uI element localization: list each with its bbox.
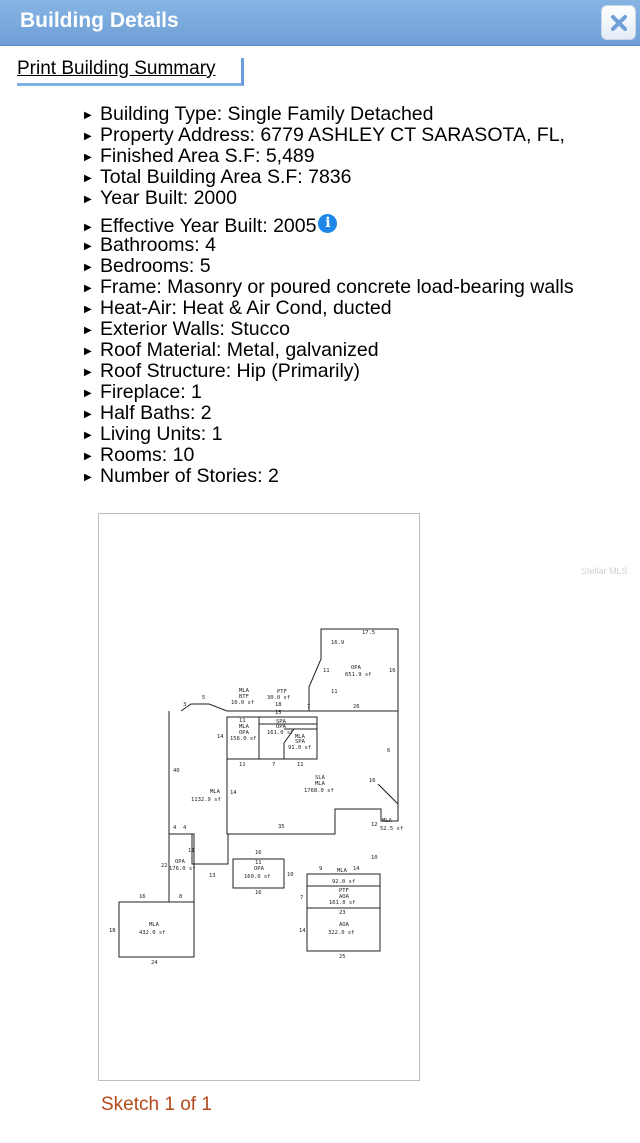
sketch-label: 52.5 sf	[380, 826, 404, 832]
building-sketch[interactable]	[98, 513, 420, 1081]
sketch-label: 14	[217, 734, 224, 740]
sketch-label: AOA	[339, 922, 349, 928]
sketch-label: OPA	[175, 859, 185, 865]
sketch-label: 24	[151, 960, 158, 966]
sketch-label: MLA	[239, 688, 249, 694]
watermark: Stellar MLS	[581, 566, 628, 576]
sketch-label: 7	[300, 895, 304, 901]
list-item: ▶ Building Type: Single Family Detached	[84, 104, 434, 125]
sketch-label: BTF	[239, 694, 249, 700]
sketch-label: 26	[353, 704, 360, 710]
title-bar	[0, 0, 640, 46]
bullet-icon: ▶	[84, 451, 92, 462]
sketch-label: MLA	[210, 789, 220, 795]
list-item: ▶ Fireplace: 1	[84, 382, 202, 403]
sketch-label: 176.0 sf	[169, 866, 196, 872]
bullet-icon: ▶	[84, 430, 92, 441]
sketch-label: 30.0 sf	[267, 695, 291, 701]
bullet-icon: ▶	[84, 283, 92, 294]
sketch-label: PTF	[339, 888, 349, 894]
list-item: ▶ Year Built: 2000	[84, 188, 237, 209]
sketch-label: 161.0 sf	[329, 900, 356, 906]
sketch-label: 12	[371, 822, 378, 828]
sketch-label: 11	[239, 762, 246, 768]
bullet-icon: ▶	[84, 241, 92, 252]
sketch-label: MLA	[315, 781, 325, 787]
sketch-label: 11	[331, 689, 338, 695]
sketch-label: 10	[371, 855, 378, 861]
sketch-label: 18	[275, 702, 282, 708]
sketch-label: 11	[297, 762, 304, 768]
sketch-label: 16	[389, 668, 396, 674]
sketch-caption: Sketch 1 of 1	[101, 1094, 212, 1115]
bullet-icon: ▶	[84, 325, 92, 336]
sketch-label: 10.0 sf	[231, 700, 255, 706]
sketch-label: 322.0 sf	[328, 930, 355, 936]
sketch-label: 7	[272, 762, 276, 768]
list-item: ▶ Total Building Area S.F: 7836	[84, 167, 352, 188]
sketch-label: 8	[179, 894, 183, 900]
sketch-label: 14	[299, 928, 306, 934]
sketch-label: PTF	[277, 689, 287, 695]
bullet-icon: ▶	[84, 409, 92, 420]
sketch-label: 91.0 sf	[288, 745, 312, 751]
sketch-label: 10	[287, 872, 294, 878]
bullet-icon: ▶	[84, 388, 92, 399]
sketch-label: 9	[319, 866, 323, 872]
sketch-label: 40	[173, 768, 180, 774]
sketch-label: 5	[202, 695, 206, 701]
sketch-label: 14	[230, 790, 237, 796]
sketch-label: 156.0 sf	[230, 736, 257, 742]
sketch-label: 22	[161, 863, 168, 869]
sketch-label: 651.9 sf	[345, 672, 372, 678]
sketch-label: 11	[255, 860, 262, 866]
sketch-label: 13	[209, 873, 216, 879]
info-icon[interactable]: i	[318, 214, 337, 233]
sketch-label: SPA	[295, 739, 305, 745]
list-item: ▶ Bathrooms: 4	[84, 235, 216, 256]
list-item: ▶ Roof Material: Metal, galvanized	[84, 340, 379, 361]
sketch-label: OPA	[351, 665, 361, 671]
bullet-icon: ▶	[84, 262, 92, 273]
list-item: ▶ Half Baths: 2	[84, 403, 212, 424]
sketch-label: 3	[183, 702, 187, 708]
print-building-summary-link[interactable]: Print Building Summary	[17, 58, 244, 86]
list-item: ▶ Roof Structure: Hip (Primarily)	[84, 361, 361, 382]
sketch-label: MLA	[239, 724, 249, 730]
sketch-label: 16.9	[331, 640, 345, 646]
bullet-icon: ▶	[84, 472, 92, 483]
bullet-icon: ▶	[84, 346, 92, 357]
bullet-icon: ▶	[84, 173, 92, 184]
sketch-label: 1768.0 sf	[304, 788, 334, 794]
sketch-label: MLA	[337, 868, 347, 874]
close-button[interactable]	[601, 5, 636, 40]
list-item: ▶ Bedrooms: 5	[84, 256, 211, 277]
sketch-label: 4	[173, 825, 177, 831]
sketch-label: 6	[387, 748, 391, 754]
bullet-icon: ▶	[84, 110, 92, 121]
sketch-label: 92.0 sf	[332, 879, 356, 885]
sketch-label: 16	[255, 890, 262, 896]
sketch-label: SLA	[315, 775, 325, 781]
sketch-label: 16	[139, 894, 146, 900]
sketch-label: 4	[183, 825, 187, 831]
list-item: ▶ Property Address: 6779 ASHLEY CT SARASOTA, FL,	[84, 125, 565, 146]
list-item: ▶ Frame: Masonry or poured concrete load-bearing walls	[84, 277, 574, 298]
sketch-label: OPA	[239, 730, 249, 736]
sketch-label: 11	[323, 668, 330, 674]
list-item: ▶ Finished Area S.F: 5,489	[84, 146, 315, 167]
sketch-label: MLA	[295, 734, 305, 740]
bullet-icon: ▶	[84, 304, 92, 315]
sketch-label: MLA	[149, 922, 159, 928]
sketch-label: 1132.9 sf	[191, 797, 221, 803]
sketch-label: SPA	[276, 719, 286, 725]
sketch-label: 432.0 sf	[139, 930, 166, 936]
floor-plan-drawing	[99, 514, 421, 1082]
bullet-icon: ▶	[84, 152, 92, 163]
sketch-label: 16	[369, 778, 376, 784]
sketch-label: 17.5	[362, 630, 376, 636]
building-details-list	[84, 104, 624, 487]
bullet-icon: ▶	[84, 131, 92, 142]
bullet-icon: ▶	[84, 222, 92, 233]
sketch-label: 18	[109, 928, 116, 934]
sketch-label: AOA	[339, 894, 349, 900]
list-item: ▶ Number of Stories: 2	[84, 466, 279, 487]
list-item: ▶ Rooms: 10	[84, 445, 195, 466]
list-item: ▶ Heat-Air: Heat & Air Cond, ducted	[84, 298, 392, 319]
list-item: ▶ Exterior Walls: Stucco	[84, 319, 290, 340]
dialog-title: Building Details	[20, 9, 179, 32]
sketch-label: 160.0 sf	[244, 874, 271, 880]
sketch-label: 14	[353, 866, 360, 872]
sketch-label: 25	[339, 954, 346, 960]
bullet-icon: ▶	[84, 367, 92, 378]
sketch-label: 7	[307, 704, 311, 710]
sketch-label: 16	[255, 850, 262, 856]
sketch-label: OPA	[254, 866, 264, 872]
sketch-label: OPA	[276, 724, 286, 730]
close-icon	[610, 14, 628, 32]
bullet-icon: ▶	[84, 194, 92, 205]
sketch-label: 35	[278, 824, 285, 830]
sketch-label: 161.0 sf	[267, 730, 294, 736]
sketch-label: 15	[275, 710, 282, 716]
list-item: ▶ Effective Year Built: 2005 i	[84, 214, 618, 235]
sketch-label: 23	[339, 910, 346, 916]
sketch-label: 11	[188, 848, 195, 854]
list-item: ▶ Living Units: 1	[84, 424, 223, 445]
sketch-label: MLA	[382, 818, 392, 824]
sketch-label: 11	[239, 718, 246, 724]
